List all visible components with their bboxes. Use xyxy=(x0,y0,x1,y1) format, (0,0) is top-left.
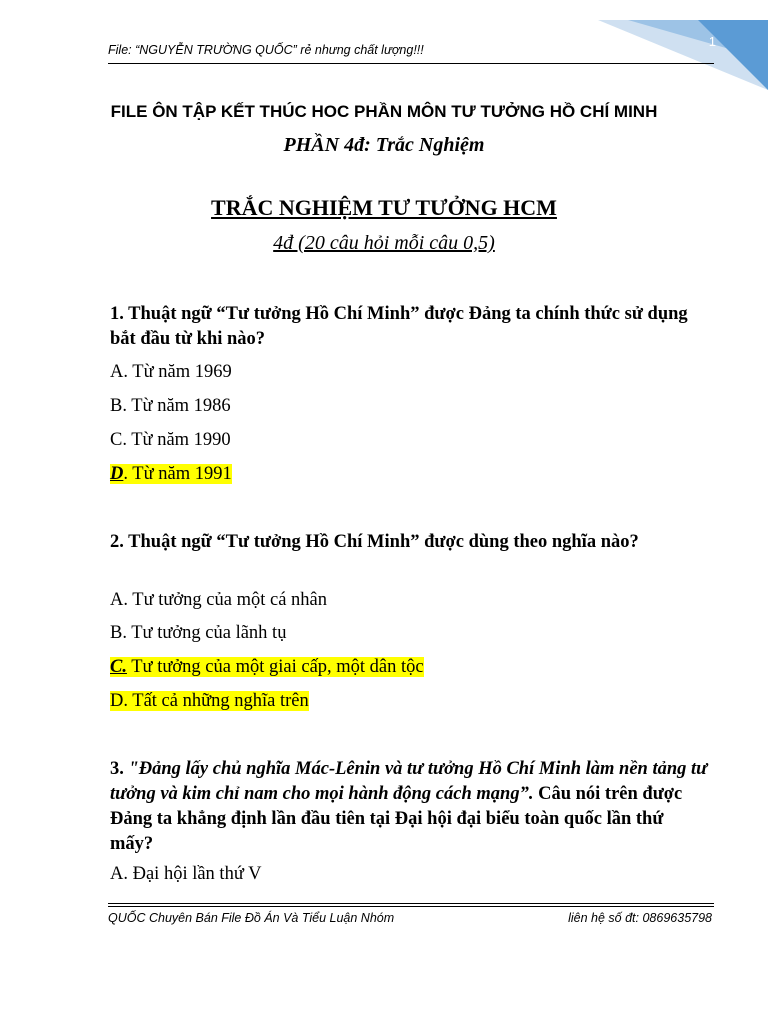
answer-letter: C. xyxy=(110,657,127,677)
question-2 xyxy=(110,530,710,555)
option-text: Tư tưởng của một giai cấp, một dân tộc xyxy=(126,657,424,677)
footer-divider-secondary xyxy=(108,906,714,907)
option-text: . Từ năm 1991 xyxy=(123,464,232,484)
corner-decoration xyxy=(568,0,768,90)
answer-letter: D xyxy=(110,464,124,484)
footer-contact: liên hệ số đt: 0869635798 xyxy=(568,911,712,925)
option-2c xyxy=(110,655,424,679)
document-title: FILE ÔN TẬP KẾT THÚC HOC PHẦN MÔN TƯ TƯỞNG HỒ CHÍ MINH xyxy=(110,102,658,121)
question-number: 2. xyxy=(110,532,124,552)
section-heading: TRẮC NGHIỆM TƯ TƯỞNG HCM xyxy=(211,195,557,220)
question-1 xyxy=(110,302,710,352)
option-1c: C. Từ năm 1990 xyxy=(110,430,231,450)
question-quote: "Đảng lấy chủ nghĩa Mác-Lênin và tư tưởng Hồ Chí Minh làm nền tảng tư tưởng và kim chỉ nam cho mọi hành động cách mạng”. xyxy=(110,759,708,804)
option-1d xyxy=(110,462,232,486)
question-text: Thuật ngữ “Tư tưởng Hồ Chí Minh” được dùng theo nghĩa nào? xyxy=(128,532,639,552)
question-text: Thuật ngữ “Tư tưởng Hồ Chí Minh” được Đảng ta chính thức sử dụng bắt đầu từ khi nào? xyxy=(110,304,688,349)
option-text: D. Tất cả những nghĩa trên xyxy=(110,691,309,711)
page-number: 1 xyxy=(708,34,716,49)
option-2d xyxy=(110,689,309,713)
option-1a: A. Từ năm 1969 xyxy=(110,362,232,382)
option-2b: B. Tư tưởng của lãnh tụ xyxy=(110,623,287,643)
document-subtitle: PHẦN 4đ: Trắc Nghiệm xyxy=(283,134,485,156)
question-text: Câu nói trên được Đảng ta khẳng định lần đầu tiên tại Đại hội đại biểu toàn quốc lần thứ mấy? xyxy=(110,784,683,854)
question-3 xyxy=(110,757,710,857)
footer-left-text: QUỐC Chuyên Bán File Đồ Án Và Tiểu Luận Nhóm xyxy=(108,911,395,925)
option-3a: A. Đại hội lần thứ V xyxy=(110,864,262,884)
question-number: 3. xyxy=(110,759,124,779)
question-number: 1. xyxy=(110,304,124,324)
header-file-note: File: “NGUYỄN TRƯỜNG QUỐC” rẻ nhưng chất lượng!!! xyxy=(108,43,424,57)
option-1b: B. Từ năm 1986 xyxy=(110,396,231,416)
footer-divider xyxy=(108,903,714,904)
section-subheading: 4đ (20 câu hỏi mỗi câu 0,5) xyxy=(273,232,495,254)
header-divider xyxy=(108,63,714,64)
option-2a: A. Tư tưởng của một cá nhân xyxy=(110,590,328,610)
